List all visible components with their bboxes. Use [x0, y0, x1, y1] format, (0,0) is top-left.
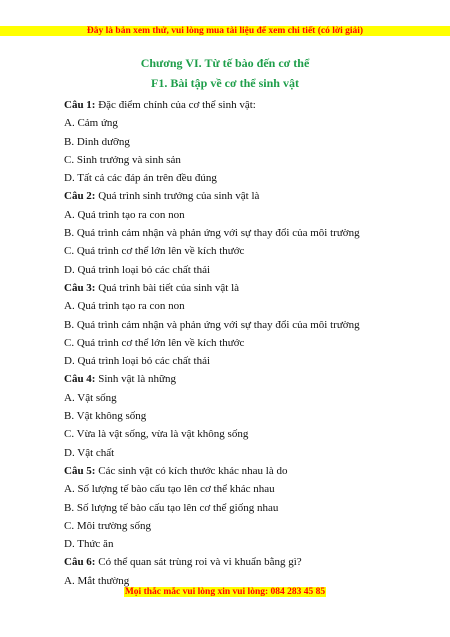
preview-notice-banner	[0, 26, 450, 36]
answer-option: D. Tất cả các đáp án trên đều đúng	[64, 172, 217, 185]
section-title: F1. Bài tập về cơ thể sinh vật	[151, 76, 299, 90]
question-label: Câu 1:	[64, 99, 96, 111]
question-5	[64, 462, 404, 480]
question-text: Quá trình bài tiết của sinh vật là	[95, 281, 240, 294]
answer-option: D. Quá trình loại bỏ các chất thải	[64, 355, 211, 368]
contact-footer	[0, 587, 450, 597]
question-6	[64, 553, 404, 571]
answer-option: D. Quá trình loại bỏ các chất thải	[64, 263, 211, 276]
answer-option: C. Môi trường sống	[64, 519, 151, 532]
answer-option: B. Quá trình cảm nhận và phản ứng với sự thay đổi của môi trường	[64, 318, 360, 331]
answer-option: D. Thức ăn	[64, 538, 114, 551]
answer-option: A. Quá trình tạo ra con non	[64, 208, 185, 221]
question-label: Câu 4:	[64, 373, 96, 386]
answer-option: C. Quá trình cơ thể lớn lên về kích thước	[64, 245, 245, 258]
question-label: Câu 2:	[64, 190, 96, 203]
question-2	[64, 187, 404, 205]
answer-option: A. Mắt thường	[64, 574, 130, 587]
answer-option: A. Vật sống	[64, 391, 117, 404]
question-3	[64, 279, 404, 297]
question-text: Đặc điểm chính của cơ thể sinh vật:	[95, 99, 256, 111]
answer-option: B. Dinh dưỡng	[64, 135, 130, 148]
question-text: Quá trình sinh trưởng của sinh vật là	[95, 190, 260, 203]
question-text: Có thể quan sát trùng roi và vi khuẩn bằng gì?	[95, 556, 302, 569]
question-1	[64, 96, 404, 114]
question-label: Câu 5:	[64, 464, 96, 477]
answer-option: C. Quá trình cơ thể lớn lên về kích thước	[64, 336, 245, 349]
question-list	[64, 96, 404, 590]
chapter-title: Chương VI. Từ tế bào đến cơ thể	[140, 56, 310, 70]
answer-option: B. Số lượng tế bào cấu tạo lên cơ thể giống nhau	[64, 501, 279, 514]
answer-option: C. Sinh trưởng và sinh sản	[64, 153, 181, 166]
question-label: Câu 3:	[64, 281, 96, 294]
answer-option: A. Số lượng tế bào cấu tạo lên cơ thể khác nhau	[64, 483, 275, 496]
answer-option: D. Vật chất	[64, 446, 115, 459]
answer-option: C. Vừa là vật sống, vừa là vật không sống	[64, 428, 249, 441]
question-text: Sinh vật là những	[95, 373, 176, 386]
contact-text: Mọi thắc mắc vui lòng xin vui lòng: 084 283 45 85	[124, 587, 326, 597]
answer-option: B. Quá trình cảm nhận và phản ứng với sự thay đổi của môi trường	[64, 227, 360, 240]
question-label: Câu 6:	[64, 556, 96, 569]
question-4	[64, 370, 404, 388]
answer-option: A. Quá trình tạo ra con non	[64, 300, 185, 313]
answer-option: A. Cảm ứng	[64, 117, 118, 130]
preview-notice-text: Đây là bản xem thử, vui lòng mua tài liệu để xem chi tiết (có lời giải)	[86, 26, 364, 36]
answer-option: B. Vật không sống	[64, 410, 147, 423]
question-text: Các sinh vật có kích thước khác nhau là do	[95, 464, 288, 477]
